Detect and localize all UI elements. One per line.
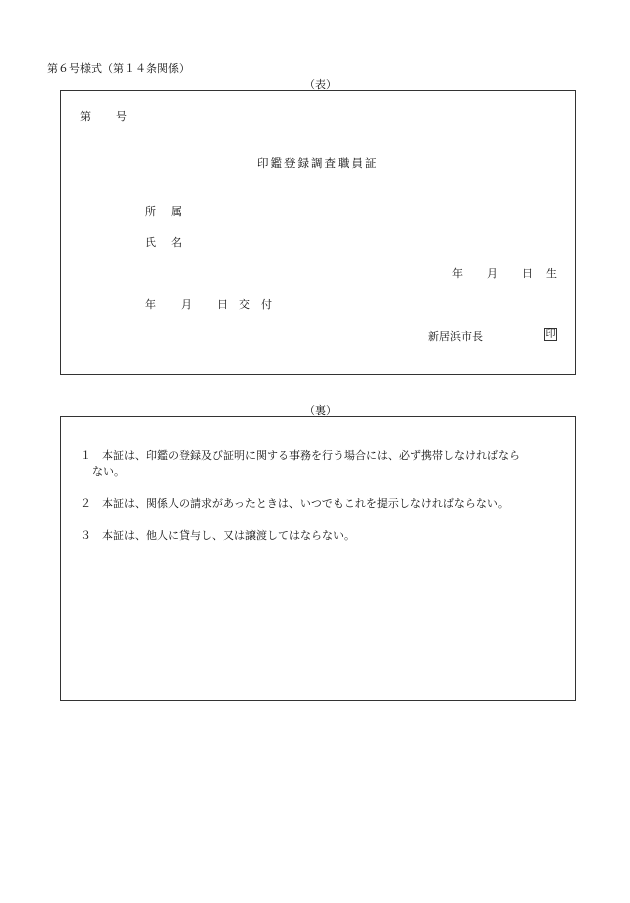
front-card	[60, 90, 576, 375]
front-side-label: （表）	[304, 78, 337, 91]
notice-text-continued: ない。	[92, 465, 125, 478]
notice-text: 本証は、他人に貸与し、又は譲渡してはならない。	[102, 529, 355, 542]
form-header: 第６号様式（第１４条関係）	[47, 62, 190, 75]
issue-year: 年	[145, 298, 156, 311]
card-title: 印鑑登録調査職員証	[257, 156, 379, 170]
name-label: 氏 名	[145, 236, 184, 249]
issuer-name: 新居浜市長	[428, 330, 483, 343]
notice-text: 本証は、印鑑の登録及び証明に関する事務を行う場合には、必ず携帯しなければなら	[102, 449, 520, 462]
number-go: 号	[116, 110, 127, 123]
notice-number: ２	[80, 497, 91, 510]
issue-suffix: 交 付	[239, 298, 272, 311]
birth-month: 月	[487, 267, 498, 280]
notice-item	[80, 496, 560, 512]
notice-number: １	[80, 449, 91, 462]
number-dai: 第	[80, 110, 91, 123]
notice-text: 本証は、関係人の請求があったときは、いつでもこれを提示しなければならない。	[102, 497, 509, 510]
notice-item	[80, 448, 560, 480]
issue-month: 月	[181, 298, 192, 311]
seal-mark: 印	[545, 329, 556, 340]
issue-day: 日	[217, 298, 228, 311]
birth-suffix: 生	[546, 267, 557, 280]
birth-year: 年	[452, 267, 463, 280]
notice-number: ３	[80, 529, 91, 542]
affiliation-label: 所 属	[145, 205, 184, 218]
birth-day: 日	[522, 267, 533, 280]
notice-item	[80, 528, 560, 544]
back-side-label: （裏）	[304, 404, 337, 417]
